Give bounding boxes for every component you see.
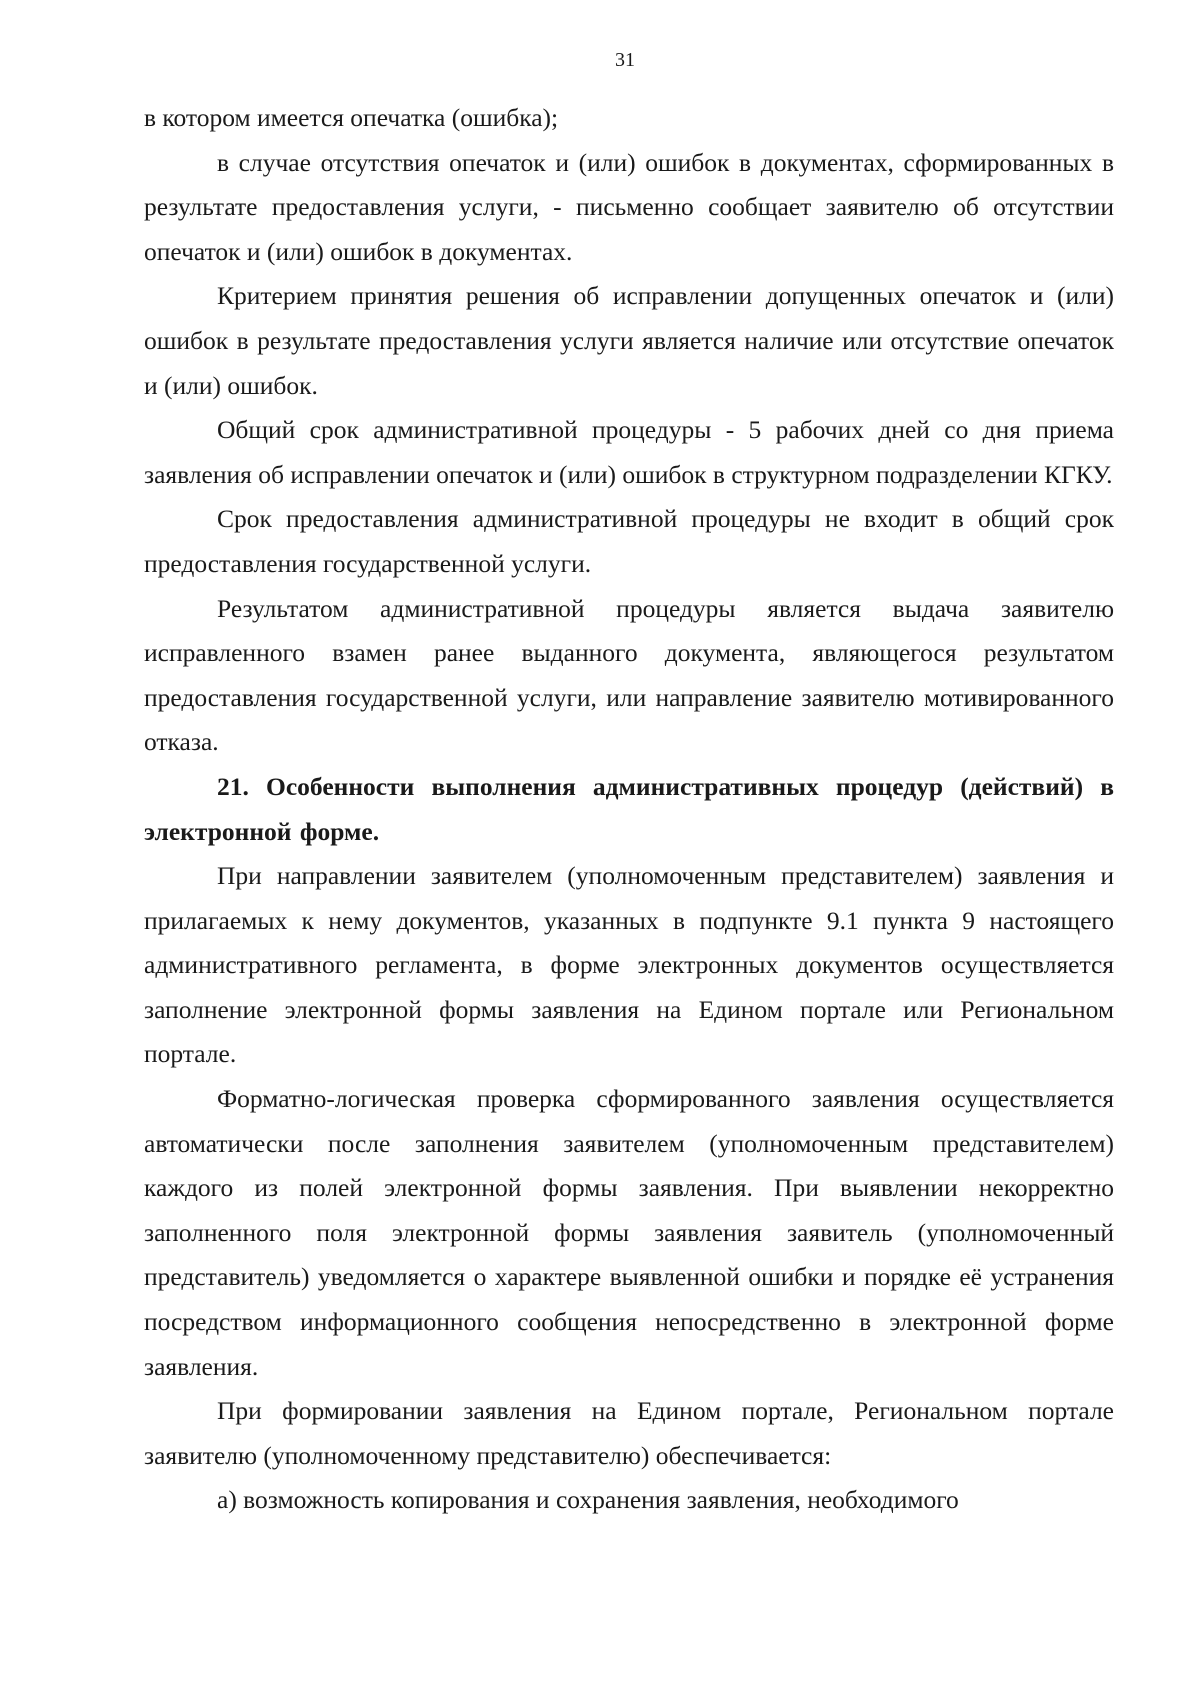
paragraph-procedure-term: Общий срок административной процедуры - 5 рабочих дней со дня приема заявления об исправлении опечаток и (или) ошибок в структурном подразделении КГКУ. bbox=[144, 415, 1114, 489]
section-heading-21: 21. Особенности выполнения административных процедур (действий) в электронной форме. bbox=[144, 771, 1114, 846]
paragraph-item-a: а) возможность копирования и сохранения заявления, необходимого bbox=[217, 1485, 959, 1515]
paragraph-format-check: Форматно-логическая проверка сформированного заявления осуществляется автоматически после заполнения заявителем (уполномоченным представителем) каждого из полей электронной формы заявления. При выявлении некорректно заполненного поля электронной формы заявления заявитель (уполномоченный представитель) уведомляется о характере выявленной ошибки и порядке её устранения посредством информационного сообщения непосредственно в электронной форме заявления. bbox=[144, 1084, 1114, 1381]
paragraph-electronic-submission: При направлении заявителем (уполномоченным представителем) заявления и прилагаемых к нему документов, указанных в подпункте 9.1 пункта 9 настоящего административного регламента, в форме электронных документов осуществляется заполнение электронной формы заявления на Едином портале или Региональном портале. bbox=[144, 861, 1114, 1069]
paragraph-portal-provisions: При формировании заявления на Едином портале, Региональном портале заявителю (уполномоченному представителю) обеспечивается: bbox=[144, 1396, 1114, 1470]
paragraph-no-typos: в случае отсутствия опечаток и (или) ошибок в документах, сформированных в результате предоставления услуги, - письменно сообщает заявителю об отсутствии опечаток и (или) ошибок в документах. bbox=[144, 147, 1114, 266]
paragraph-typo-doc: в котором имеется опечатка (ошибка); bbox=[144, 103, 559, 132]
paragraph-procedure-result: Результатом административной процедуры является выдача заявителю исправленного взамен ранее выданного документа, являющегося результатом предоставления государственной услуги, или направление заявителю мотивированного отказа. bbox=[144, 593, 1114, 757]
document-body bbox=[144, 96, 1114, 1523]
paragraph-term-exclusion: Срок предоставления административной процедуры не входит в общий срок предоставления государственной услуги. bbox=[144, 504, 1114, 578]
page-number: 31 bbox=[615, 49, 635, 71]
paragraph-decision-criterion: Критерием принятия решения об исправлении допущенных опечаток и (или) ошибок в результате предоставления услуги является наличие или отсутствие опечаток и (или) ошибок. bbox=[144, 281, 1114, 400]
